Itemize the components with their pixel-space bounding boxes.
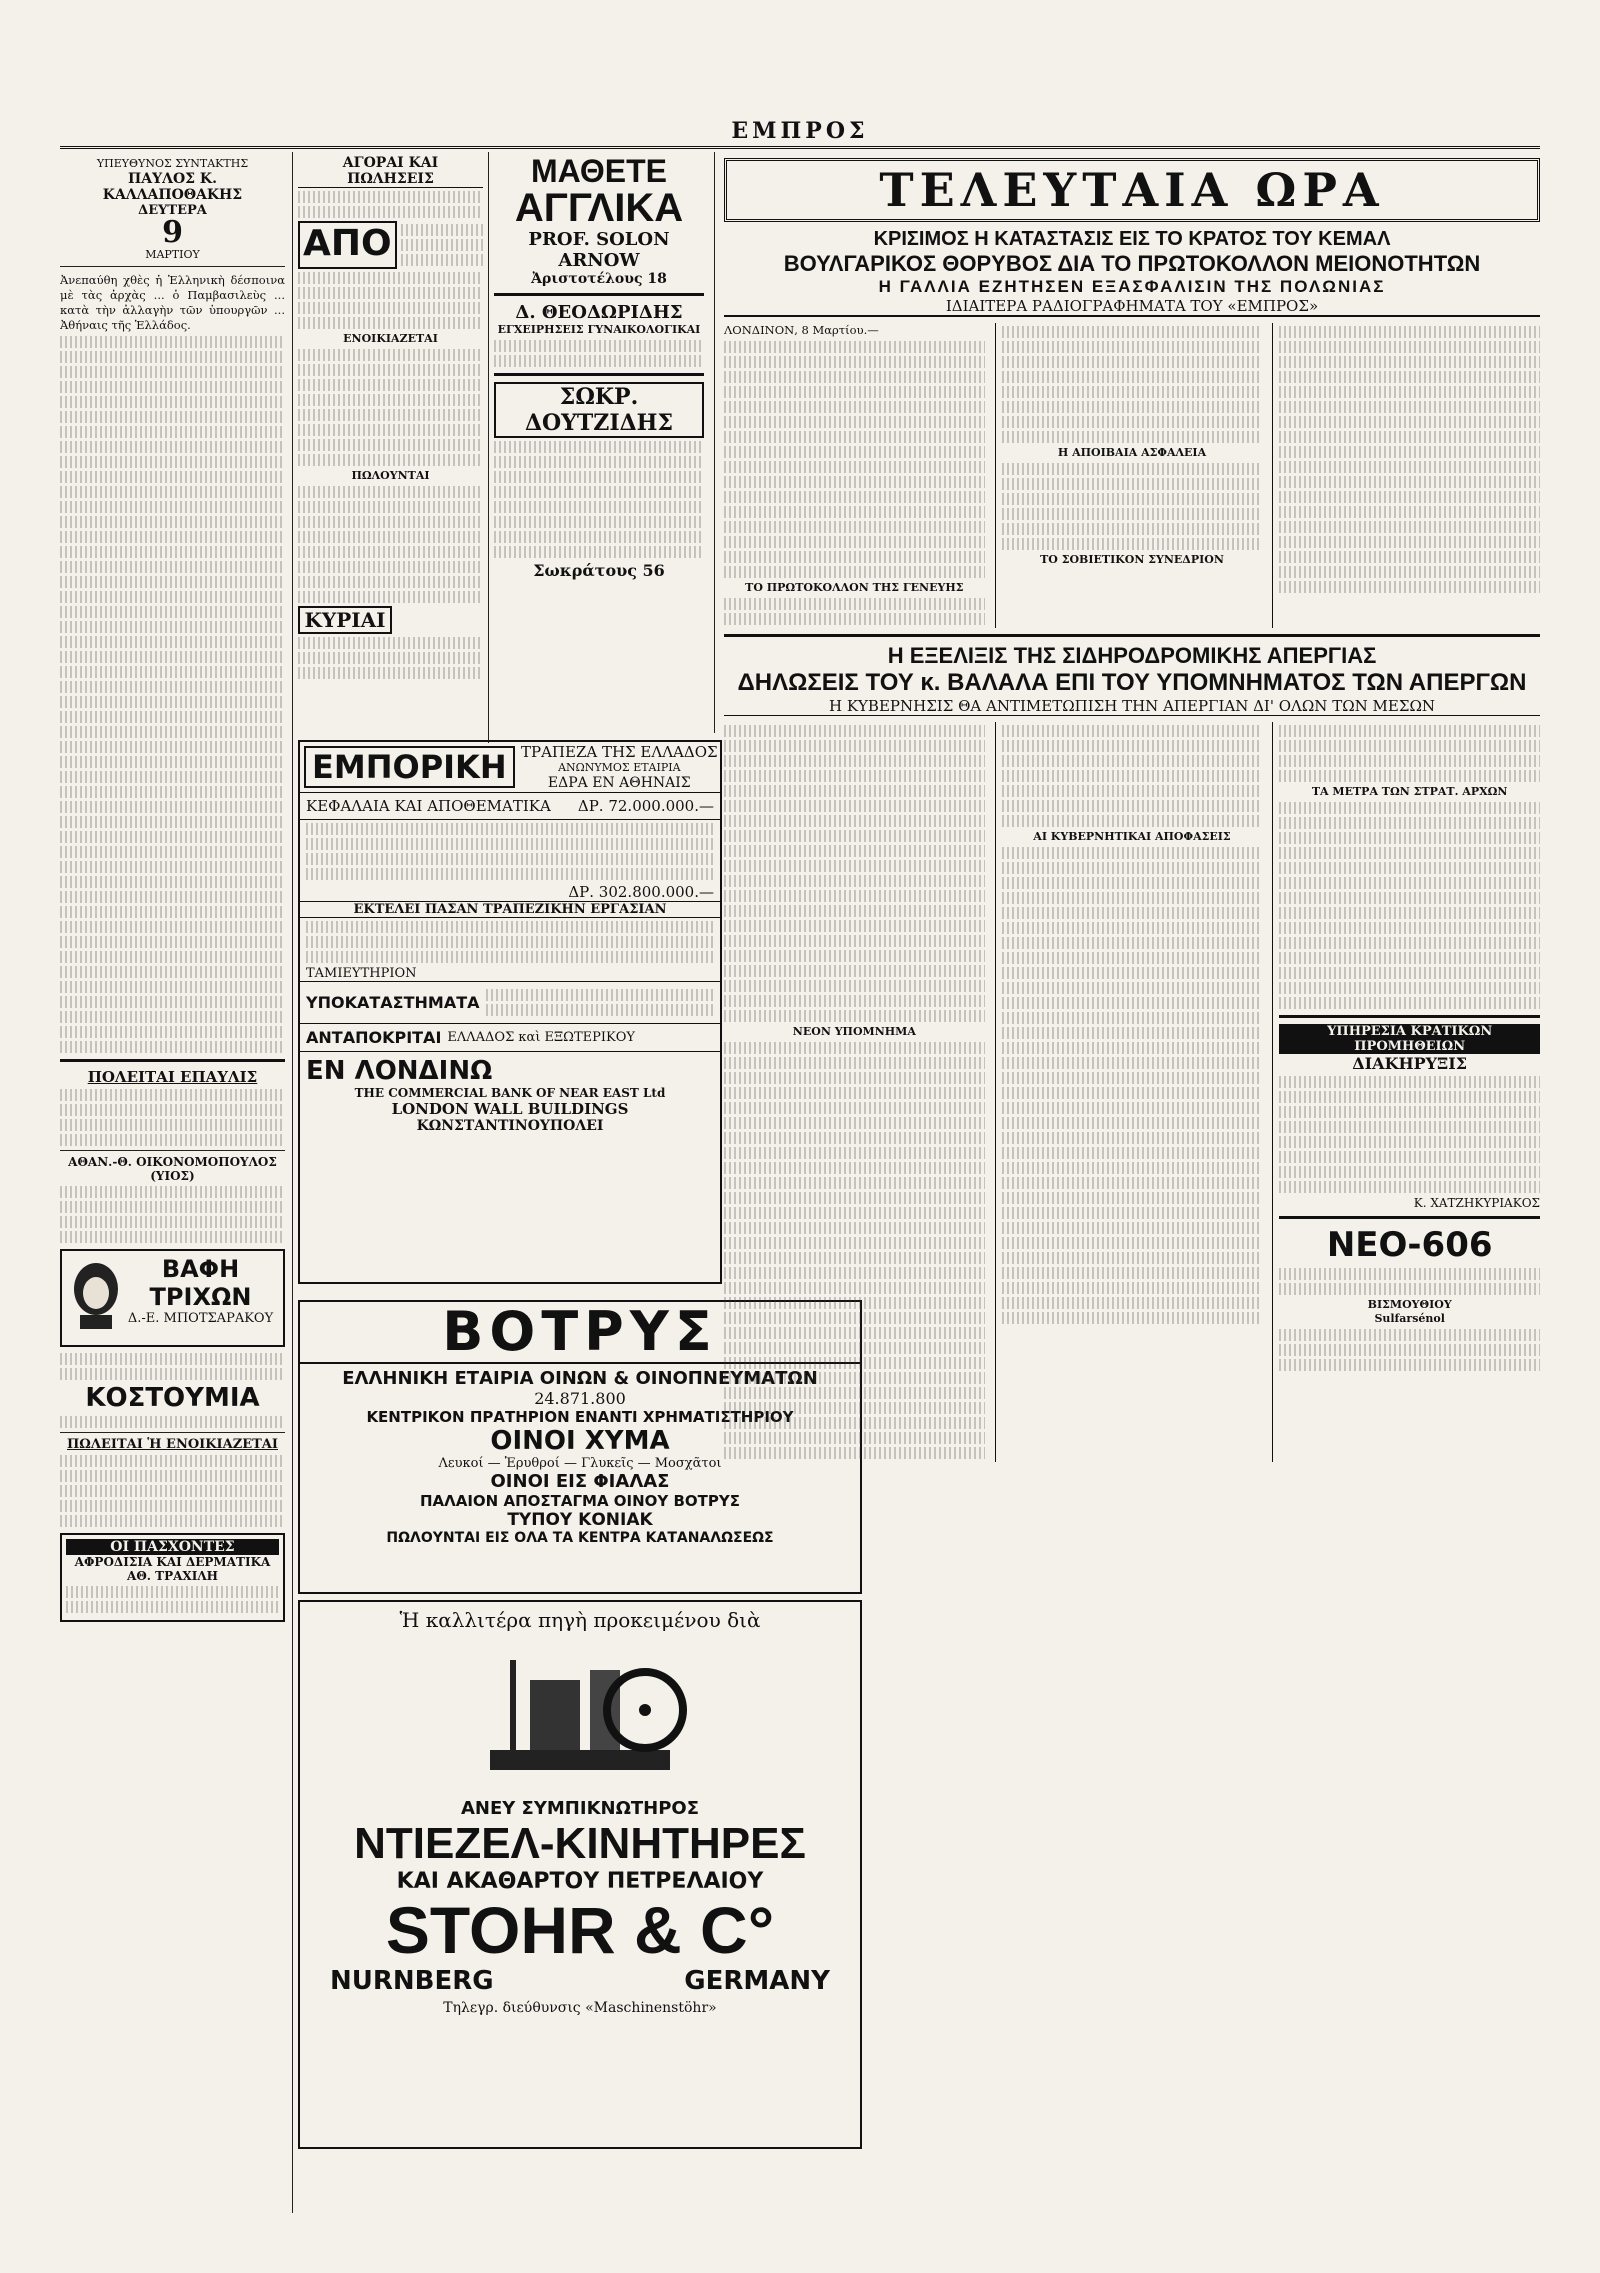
neo-606-sub: ΒΙΣΜΟΥΘΙΟΥ — [1367, 1298, 1452, 1311]
rent-title: ΕΝΟΙΚΙΑΖΕΤΑΙ — [343, 332, 438, 345]
column-1 — [60, 155, 285, 2215]
sufferers-sub: ΑΦΡΟΔΙΣΙΑ ΚΑΙ ΔΕΡΜΑΤΙΚΑ — [74, 1555, 271, 1569]
doctor1-name: Δ. ΘΕΟΔΩΡΙΔΗΣ — [515, 302, 683, 323]
bank-total-value: ΔΡ. 302.800.000.— — [568, 883, 714, 901]
headline-1: ΚΡΙΣΙΜΟΣ Η ΚΑΤΑΣΤΑΣΙΣ ΕΙΣ ΤΟ ΚΡΑΤΟΣ ΤΟΥ ΚΕΜΑΛ — [873, 228, 1391, 250]
signature: Κ. ΧΑΤΖΗΚΥΡΙΑΚΟΣ — [1413, 1196, 1540, 1210]
tenders-title: ΔΙΑΚΗΡΥΞΙΣ — [1352, 1054, 1468, 1073]
hair-dye-ad — [60, 1249, 285, 1347]
strike-headline-1: Η ΕΞΕΛΙΞΙΣ ΤΗΣ ΣΙΔΗΡΟΔΡΟΜΙΚΗΣ ΑΠΕΡΓΙΑΣ — [887, 643, 1377, 668]
teacher-street: Ἀριστοτέλους 18 — [531, 271, 667, 287]
dateline: ΛΟΝΔΙΝΟΝ, 8 Μαρτίου.— — [724, 323, 879, 337]
villa-sale-title: ΠΟΛΕΙΤΑΙ ΕΠΑΥΛΙΣ — [87, 1068, 258, 1086]
english-word: ΑΓΓΛΙΚΑ — [514, 186, 684, 230]
lead-text: Ἀνεπαύθη χθὲς ἡ Ἑλληνικὴ δέσποινα μὲ τὰς ἀρχὰς ... ὁ Παμβασιλεὺς ... κατὰ τὴν ἀλλαγὴν τῶν ὑπουργῶν ... Ἀθήναις τῆς Ἑλλάδος. — [60, 273, 285, 332]
sufferers-ad — [60, 1533, 285, 1622]
radiograms — [724, 323, 1540, 628]
month: ΜΑΡΤΙΟΥ — [145, 248, 200, 261]
strike-columns — [724, 722, 1540, 1462]
headline-4: ΙΔΙΑΙΤΕΡΑ ΡΑΔΙΟΓΡΑΦΗΜΑΤΑ ΤΟΥ «ΕΜΠΡΟΣ» — [724, 297, 1540, 317]
wine-bulk: ΟΙΝΟΙ ΧΥΜΑ — [490, 1426, 670, 1456]
engine-fuel: ΚΑΙ ΑΚΑΘΑΡΤΟΥ ΠΕΤΡΕΛΑΙΟΥ — [396, 1869, 764, 1894]
wine-center: ΚΕΝΤΡΙΚΟΝ ΠΡΑΤΗΡΙΟΝ ΕΝΑΝΤΙ ΧΡΗΜΑΤΙΣΤΗΡΙΟΥ — [366, 1408, 794, 1426]
bank-london-address: LONDON WALL BUILDINGS — [391, 1100, 629, 1118]
main-headline: ΤΕΛΕΥΤΑΙΑ ΩΡΑ — [879, 163, 1385, 217]
service-title: ΥΠΗΡΕΣΙΑ ΚΡΑΤΙΚΩΝ ΠΡΟΜΗΘΕΙΩΝ — [1279, 1024, 1540, 1054]
column-2 — [298, 155, 483, 735]
classified-lead — [298, 221, 483, 269]
hair-dye-title: ΒΑΦΗ ΤΡΙΧΩΝ — [149, 1255, 252, 1311]
engine-icon — [470, 1640, 690, 1790]
bank-ad — [298, 740, 722, 1284]
military-measures: ΤΑ ΜΕΤΡΑ ΤΩΝ ΣΤΡΑΤ. ΑΡΧΩΝ — [1311, 785, 1508, 798]
new-memo: ΝΕΟΝ ΥΠΟΜΝΗΜΑ — [792, 1025, 916, 1038]
strike-headline-2: ΔΗΛΩΣΕΙΣ ΤΟΥ κ. ΒΑΛΑΛΑ ΕΠΙ ΤΟΥ ΥΠΟΜΝΗΜΑΤΟΣ ΤΩΝ ΑΠΕΡΓΩΝ — [737, 669, 1527, 696]
wine-name: ΒΟΤΡΥΣ — [300, 1302, 860, 1364]
column-3 — [494, 155, 704, 735]
engine-top: Ἡ καλλιτέρα πηγὴ προκειμένου διὰ — [399, 1608, 761, 1632]
sufferers-title: ΟΙ ΠΑΣΧΟΝΤΕΣ — [66, 1539, 279, 1555]
learn-word: ΜΑΘΕΤΕ — [530, 155, 668, 189]
sufferers-doctor: ΑΘ. ΤΡΑΧΙΛΗ — [127, 1569, 218, 1583]
hair-dye-sub: Δ.-Ε. ΜΠΟΤΣΑΡΑΚΟΥ — [127, 1311, 274, 1326]
bank-london: ΕΝ ΛΟΝΔΙΝΩ — [306, 1056, 493, 1086]
bank-london-bank: THE COMMERCIAL BANK OF NEAR EAST Ltd — [354, 1086, 666, 1100]
wine-types: Λευκοί — Ἐρυθροί — Γλυκεῖς — Μοσχᾶτοι — [438, 1456, 722, 1471]
engine-telegraph: Τηλεγρ. διεύθυνσις «Maschinenstöhr» — [443, 2000, 717, 2016]
masthead-title: ΕΜΠΡΟΣ — [731, 118, 869, 144]
sub-protocol: ΤΟ ΠΡΩΤΟΚΟΛΛΟΝ ΤΗΣ ΓΕΝΕΥΗΣ — [745, 581, 964, 594]
bank-cashier: ΤΑΜΙΕΥΤΗΡΙΟΝ — [306, 966, 417, 981]
ladies-box: ΚΥΡΙΑΙ — [298, 606, 392, 634]
govt-decisions: ΑΙ ΚΥΒΕΡΝΗΤΙΚΑΙ ΑΠΟΦΑΣΕΙΣ — [1033, 830, 1231, 843]
bank-constantinople: ΚΩΝΣΤΑΝΤΙΝΟΥΠΟΛΕΙ — [416, 1118, 604, 1134]
lead-word: ΑΠΟ — [298, 221, 397, 269]
bank-branches: ΥΠΟΚΑΤΑΣΤΗΜΑΤΑ — [306, 993, 480, 1012]
sub-soviet: ΤΟ ΣΟΒΙΕΤΙΚΟΝ ΣΥΝΕΔΡΙΟΝ — [1040, 553, 1224, 566]
wine-old: ΠΑΛΑΙΟΝ ΑΠΟΣΤΑΓΜΑ ΟΙΝΟΥ ΒΟΤΡΥΣ — [419, 1492, 741, 1510]
bank-seat: ΕΔΡΑ ΕΝ ΑΘΗΝΑΙΣ — [547, 775, 691, 791]
editor-box — [60, 155, 285, 267]
doctor2-name: ΣΩΚΡ. ΔΟΥΤΖΙΔΗΣ — [494, 382, 704, 438]
sale-title: ΠΩΛΟΥΝΤΑΙ — [351, 469, 430, 482]
engine-country: GERMANY — [684, 1966, 830, 1996]
bank-banner: ΕΚΤΕΛΕΙ ΠΑΣΑΝ ΤΡΑΠΕΖΙΚΗΝ ΕΡΓΑΣΙΑΝ — [300, 901, 720, 918]
engine-brand: STOHR & C° — [385, 1893, 775, 1967]
engine-illustration — [470, 1640, 690, 1790]
editor-label: ΥΠΕΥΘΥΝΟΣ ΣΥΝΤΑΚΤΗΣ — [96, 157, 249, 170]
sale-rent-title: ΠΩΛΕΙΤΑΙ Ἡ ΕΝΟΙΚΙΑΖΕΤΑΙ — [67, 1437, 278, 1452]
wine-bottled: ΟΙΝΟΙ ΕΙΣ ΦΙΑΛΑΣ — [490, 1471, 670, 1492]
masthead — [60, 118, 1540, 149]
bank-correspondents-sub: ΕΛΛΑΔΟΣ καὶ ΕΞΩΤΕΡΙΚΟΥ — [447, 1030, 635, 1045]
date-number: 9 — [162, 215, 183, 250]
woman-portrait-icon — [68, 1259, 124, 1329]
engine-city: NURNBERG — [330, 1966, 494, 1996]
wine-cognac: ΤΥΠΟΥ ΚΟΝΙΑΚ — [507, 1510, 653, 1530]
wine-capital: 24.871.800 — [534, 1389, 626, 1408]
bank-name: ΤΡΑΠΕΖΑ ΤΗΣ ΕΛΛΑΔΟΣ — [520, 743, 718, 761]
day: ΔΕΥΤΕΡΑ — [138, 203, 207, 218]
teacher-name: PROF. SOLON ARNOW — [528, 229, 670, 271]
engine-without: ΑΝΕΥ ΣΥΜΠΙΚΝΩΤΗΡΟΣ — [460, 1798, 700, 1819]
wine-sub: ΕΛΛΗΝΙΚΗ ΕΤΑΙΡΙΑ ΟΙΝΩΝ & ΟΙΝΟΠΝΕΥΜΑΤΩΝ — [342, 1368, 818, 1389]
engine-diesel: ΝΤΙΕΖΕΛ-ΚΙΝΗΤΗΡΕΣ — [354, 1819, 806, 1868]
neo-606-title: ΝΕΟ-606 — [1326, 1225, 1493, 1265]
news-section — [724, 158, 1540, 2208]
headline-3: Η ΓΑΛΛΙΑ ΕΖΗΤΗΣΕΝ ΕΞΑΣΦΑΛΙΣΙΝ ΤΗΣ ΠΟΛΩΝΙΑΣ — [878, 277, 1386, 296]
doctor2-address: Σωκράτους 56 — [533, 561, 665, 580]
headline-box — [724, 158, 1540, 222]
neo-606-sulfar: Sulfarsénol — [1374, 1312, 1445, 1325]
bank-capital-value: ΔΡ. 72.000.000.— — [577, 797, 714, 815]
bank-emporiki: ΕΜΠΟΡΙΚΗ — [304, 746, 515, 788]
editor-name: ΠΑΥΛΟΣ Κ. ΚΑΛΛΑΠΟΘΑΚΗΣ — [102, 171, 243, 203]
strike-headline-3: Η ΚΥΒΕΡΝΗΣΙΣ ΘΑ ΑΝΤΙΜΕΤΩΠΙΣΗ ΤΗΝ ΑΠΕΡΓΙΑΝ ΔΙ' ΟΛΩΝ ΤΩΝ ΜΕΣΩΝ — [724, 697, 1540, 716]
purchases-title: ΑΓΟΡΑΙ ΚΑΙ ΠΩΛΗΣΕΙΣ — [298, 155, 483, 188]
bank-sub: ΑΝΩΝΥΜΟΣ ΕΤΑΙΡΙΑ — [558, 761, 681, 774]
doctor-line: ΑΘΑΝ.-Θ. ΟΙΚΟΝΟΜΟΠΟΥΛΟΣ (ΥΙΟΣ) — [68, 1155, 277, 1183]
doctor1-sub: ΕΓΧΕΙΡΗΣΕΙΣ ΓΥΝΑΙΚΟΛΟΓΙΚΑΙ — [497, 323, 701, 336]
bank-capital-label: ΚΕΦΑΛΑΙΑ ΚΑΙ ΑΠΟΘΕΜΑΤΙΚΑ — [306, 797, 551, 815]
wine-sold: ΠΩΛΟΥΝΤΑΙ ΕΙΣ ΟΛΑ ΤΑ ΚΕΝΤΡΑ ΚΑΤΑΝΑΛΩΣΕΩΣ — [386, 1530, 774, 1546]
suits-title: ΚΟΣΤΟΥΜΙΑ — [85, 1383, 260, 1413]
headline-2: ΒΟΥΛΓΑΡΙΚΟΣ ΘΟΡΥΒΟΣ ΔΙΑ ΤΟ ΠΡΩΤΟΚΟΛΛΟΝ ΜΕΙΟΝΟΤΗΤΩΝ — [783, 251, 1481, 276]
bank-correspondents: ΑΝΤΑΠΟΚΡΙΤΑΙ — [306, 1028, 442, 1047]
sub-security: Η ΑΠΟΙΒΑΙΑ ΑΣΦΑΛΕΙΑ — [1057, 446, 1207, 459]
